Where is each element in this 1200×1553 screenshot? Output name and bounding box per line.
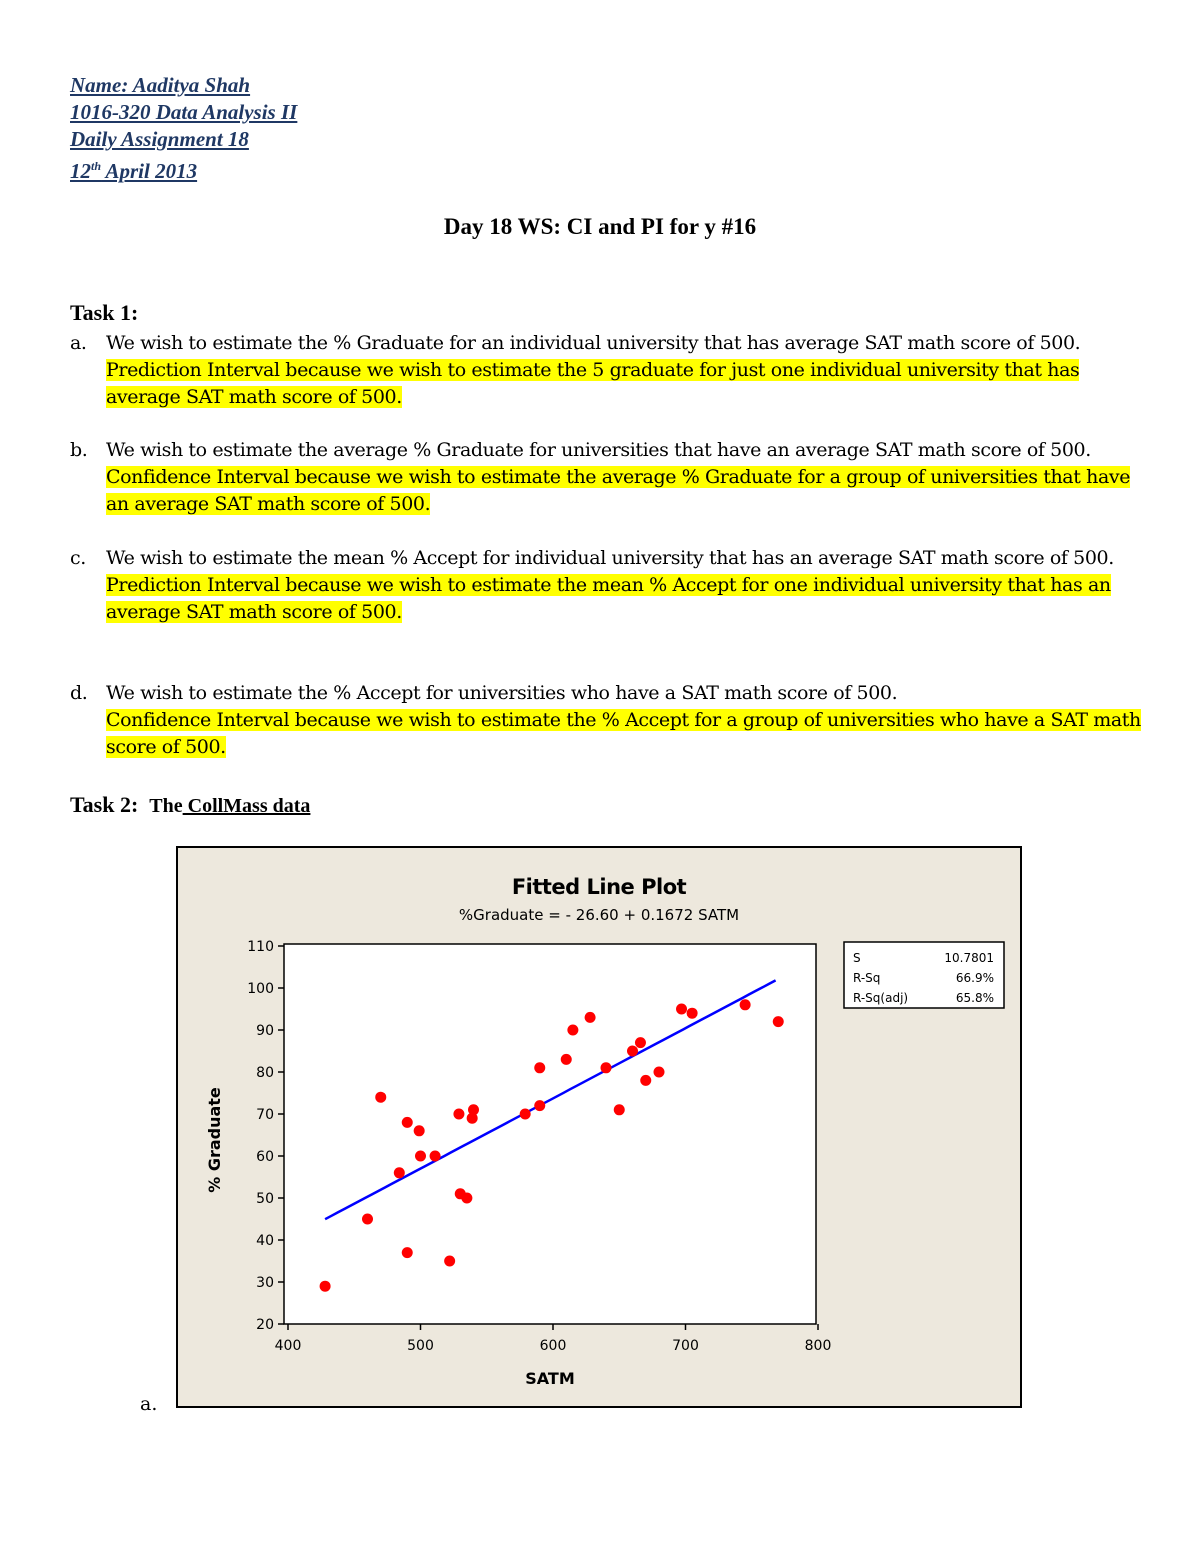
x-axis-label: SATM bbox=[525, 1369, 575, 1388]
chart-title: Fitted Line Plot bbox=[511, 875, 687, 899]
stat-value: 65.8% bbox=[955, 991, 994, 1005]
chart-subtitle: %Graduate = - 26.60 + 0.1672 SATM bbox=[458, 906, 740, 924]
data-point bbox=[640, 1075, 651, 1086]
data-point bbox=[567, 1025, 578, 1036]
item-question: We wish to estimate the % Graduate for an individual university that has average SAT math score of 500. bbox=[106, 332, 1081, 354]
data-point bbox=[414, 1125, 425, 1136]
data-point bbox=[740, 999, 751, 1010]
x-tick-label: 600 bbox=[539, 1338, 567, 1354]
data-point bbox=[585, 1012, 596, 1023]
data-point bbox=[654, 1067, 665, 1078]
figure-letter: a. bbox=[140, 1393, 158, 1415]
page-title: Day 18 WS: CI and PI for y #16 bbox=[443, 214, 757, 239]
y-axis bbox=[247, 939, 284, 1333]
y-tick-label: 90 bbox=[256, 1023, 274, 1039]
item-answer-highlight: Prediction Interval because we wish to estimate the mean % Accept for one individual university that has an average SAT math score of 500. bbox=[106, 574, 1111, 623]
data-point bbox=[375, 1092, 386, 1103]
data-point bbox=[534, 1062, 545, 1073]
task1-item-b bbox=[70, 437, 1150, 518]
task1-heading: Task 1: bbox=[70, 300, 139, 325]
data-point bbox=[444, 1256, 455, 1267]
data-point bbox=[627, 1046, 638, 1057]
item-letter: a. bbox=[70, 332, 87, 354]
fitted-line-plot bbox=[176, 846, 1022, 1408]
x-tick-label: 800 bbox=[804, 1338, 832, 1354]
data-point bbox=[676, 1004, 687, 1015]
data-point bbox=[415, 1151, 426, 1162]
y-tick-label: 70 bbox=[256, 1107, 274, 1123]
data-point bbox=[601, 1062, 612, 1073]
date-month-year: April 2013 bbox=[101, 159, 198, 183]
task1-item-c bbox=[70, 545, 1150, 626]
task2-sub-dataset: CollMass data bbox=[182, 795, 311, 817]
date-ordinal: th bbox=[91, 159, 102, 173]
header-block bbox=[70, 72, 297, 185]
data-point bbox=[614, 1104, 625, 1115]
x-tick-label: 700 bbox=[672, 1338, 699, 1354]
task2-sub-prefix: The bbox=[149, 795, 183, 817]
x-axis bbox=[275, 1324, 832, 1354]
data-point bbox=[468, 1104, 479, 1115]
stat-value: 10.7801 bbox=[944, 951, 994, 965]
course-name: 1016-320 Data Analysis II bbox=[70, 100, 298, 124]
data-point bbox=[402, 1247, 413, 1258]
item-question: We wish to estimate the mean % Accept for individual university that has an average SAT math score of 500. bbox=[106, 547, 1114, 569]
y-tick-label: 40 bbox=[256, 1233, 274, 1249]
stat-label: S bbox=[853, 951, 861, 965]
data-point bbox=[430, 1151, 441, 1162]
task1-item-a bbox=[70, 330, 1150, 411]
item-letter: c. bbox=[70, 547, 86, 569]
item-answer-highlight: Confidence Interval because we wish to estimate the average % Graduate for a group of universities that have an average SAT math score of 500. bbox=[106, 466, 1131, 515]
chart-svg bbox=[178, 848, 1020, 1406]
task1-item-d bbox=[70, 680, 1150, 761]
data-point bbox=[394, 1167, 405, 1178]
item-question: We wish to estimate the % Accept for universities who have a SAT math score of 500. bbox=[106, 682, 898, 704]
data-point bbox=[520, 1109, 531, 1120]
y-tick-label: 100 bbox=[247, 981, 274, 997]
task2-label: Task 2: bbox=[70, 792, 139, 817]
data-point bbox=[534, 1100, 545, 1111]
item-question: We wish to estimate the average % Graduate for universities that have an average SAT math score of 500. bbox=[106, 439, 1091, 461]
item-answer-highlight: Prediction Interval because we wish to estimate the 5 graduate for just one individual university that has average SAT math score of 500. bbox=[106, 359, 1080, 408]
stat-label: R-Sq bbox=[853, 971, 881, 985]
y-axis-label: % Graduate bbox=[205, 1087, 224, 1193]
task2-heading bbox=[70, 792, 310, 818]
data-point bbox=[320, 1281, 331, 1292]
student-name: Name: Aaditya Shah bbox=[70, 73, 251, 97]
y-tick-label: 20 bbox=[256, 1317, 274, 1333]
data-point bbox=[453, 1109, 464, 1120]
item-answer-highlight: Confidence Interval because we wish to estimate the % Accept for a group of universities who have a SAT math score of 500. bbox=[106, 709, 1141, 758]
y-tick-label: 60 bbox=[256, 1149, 274, 1165]
assignment-date bbox=[70, 153, 297, 185]
y-tick-label: 30 bbox=[256, 1275, 274, 1291]
data-point bbox=[635, 1037, 646, 1048]
stats-box bbox=[844, 942, 1004, 1008]
data-point bbox=[461, 1193, 472, 1204]
y-tick-label: 80 bbox=[256, 1065, 274, 1081]
y-tick-label: 50 bbox=[256, 1191, 274, 1207]
data-point bbox=[561, 1054, 572, 1065]
data-point bbox=[773, 1016, 784, 1027]
y-tick-label: 110 bbox=[247, 939, 274, 955]
data-point bbox=[402, 1117, 413, 1128]
item-letter: b. bbox=[70, 439, 88, 461]
x-tick-label: 500 bbox=[407, 1338, 434, 1354]
x-tick-label: 400 bbox=[274, 1338, 302, 1354]
assignment-name: Daily Assignment 18 bbox=[70, 127, 249, 151]
stat-value: 66.9% bbox=[955, 971, 994, 985]
data-point bbox=[362, 1214, 373, 1225]
date-day: 12 bbox=[70, 159, 91, 183]
stat-label: R-Sq(adj) bbox=[853, 991, 909, 1005]
item-letter: d. bbox=[70, 682, 88, 704]
data-point bbox=[687, 1008, 698, 1019]
